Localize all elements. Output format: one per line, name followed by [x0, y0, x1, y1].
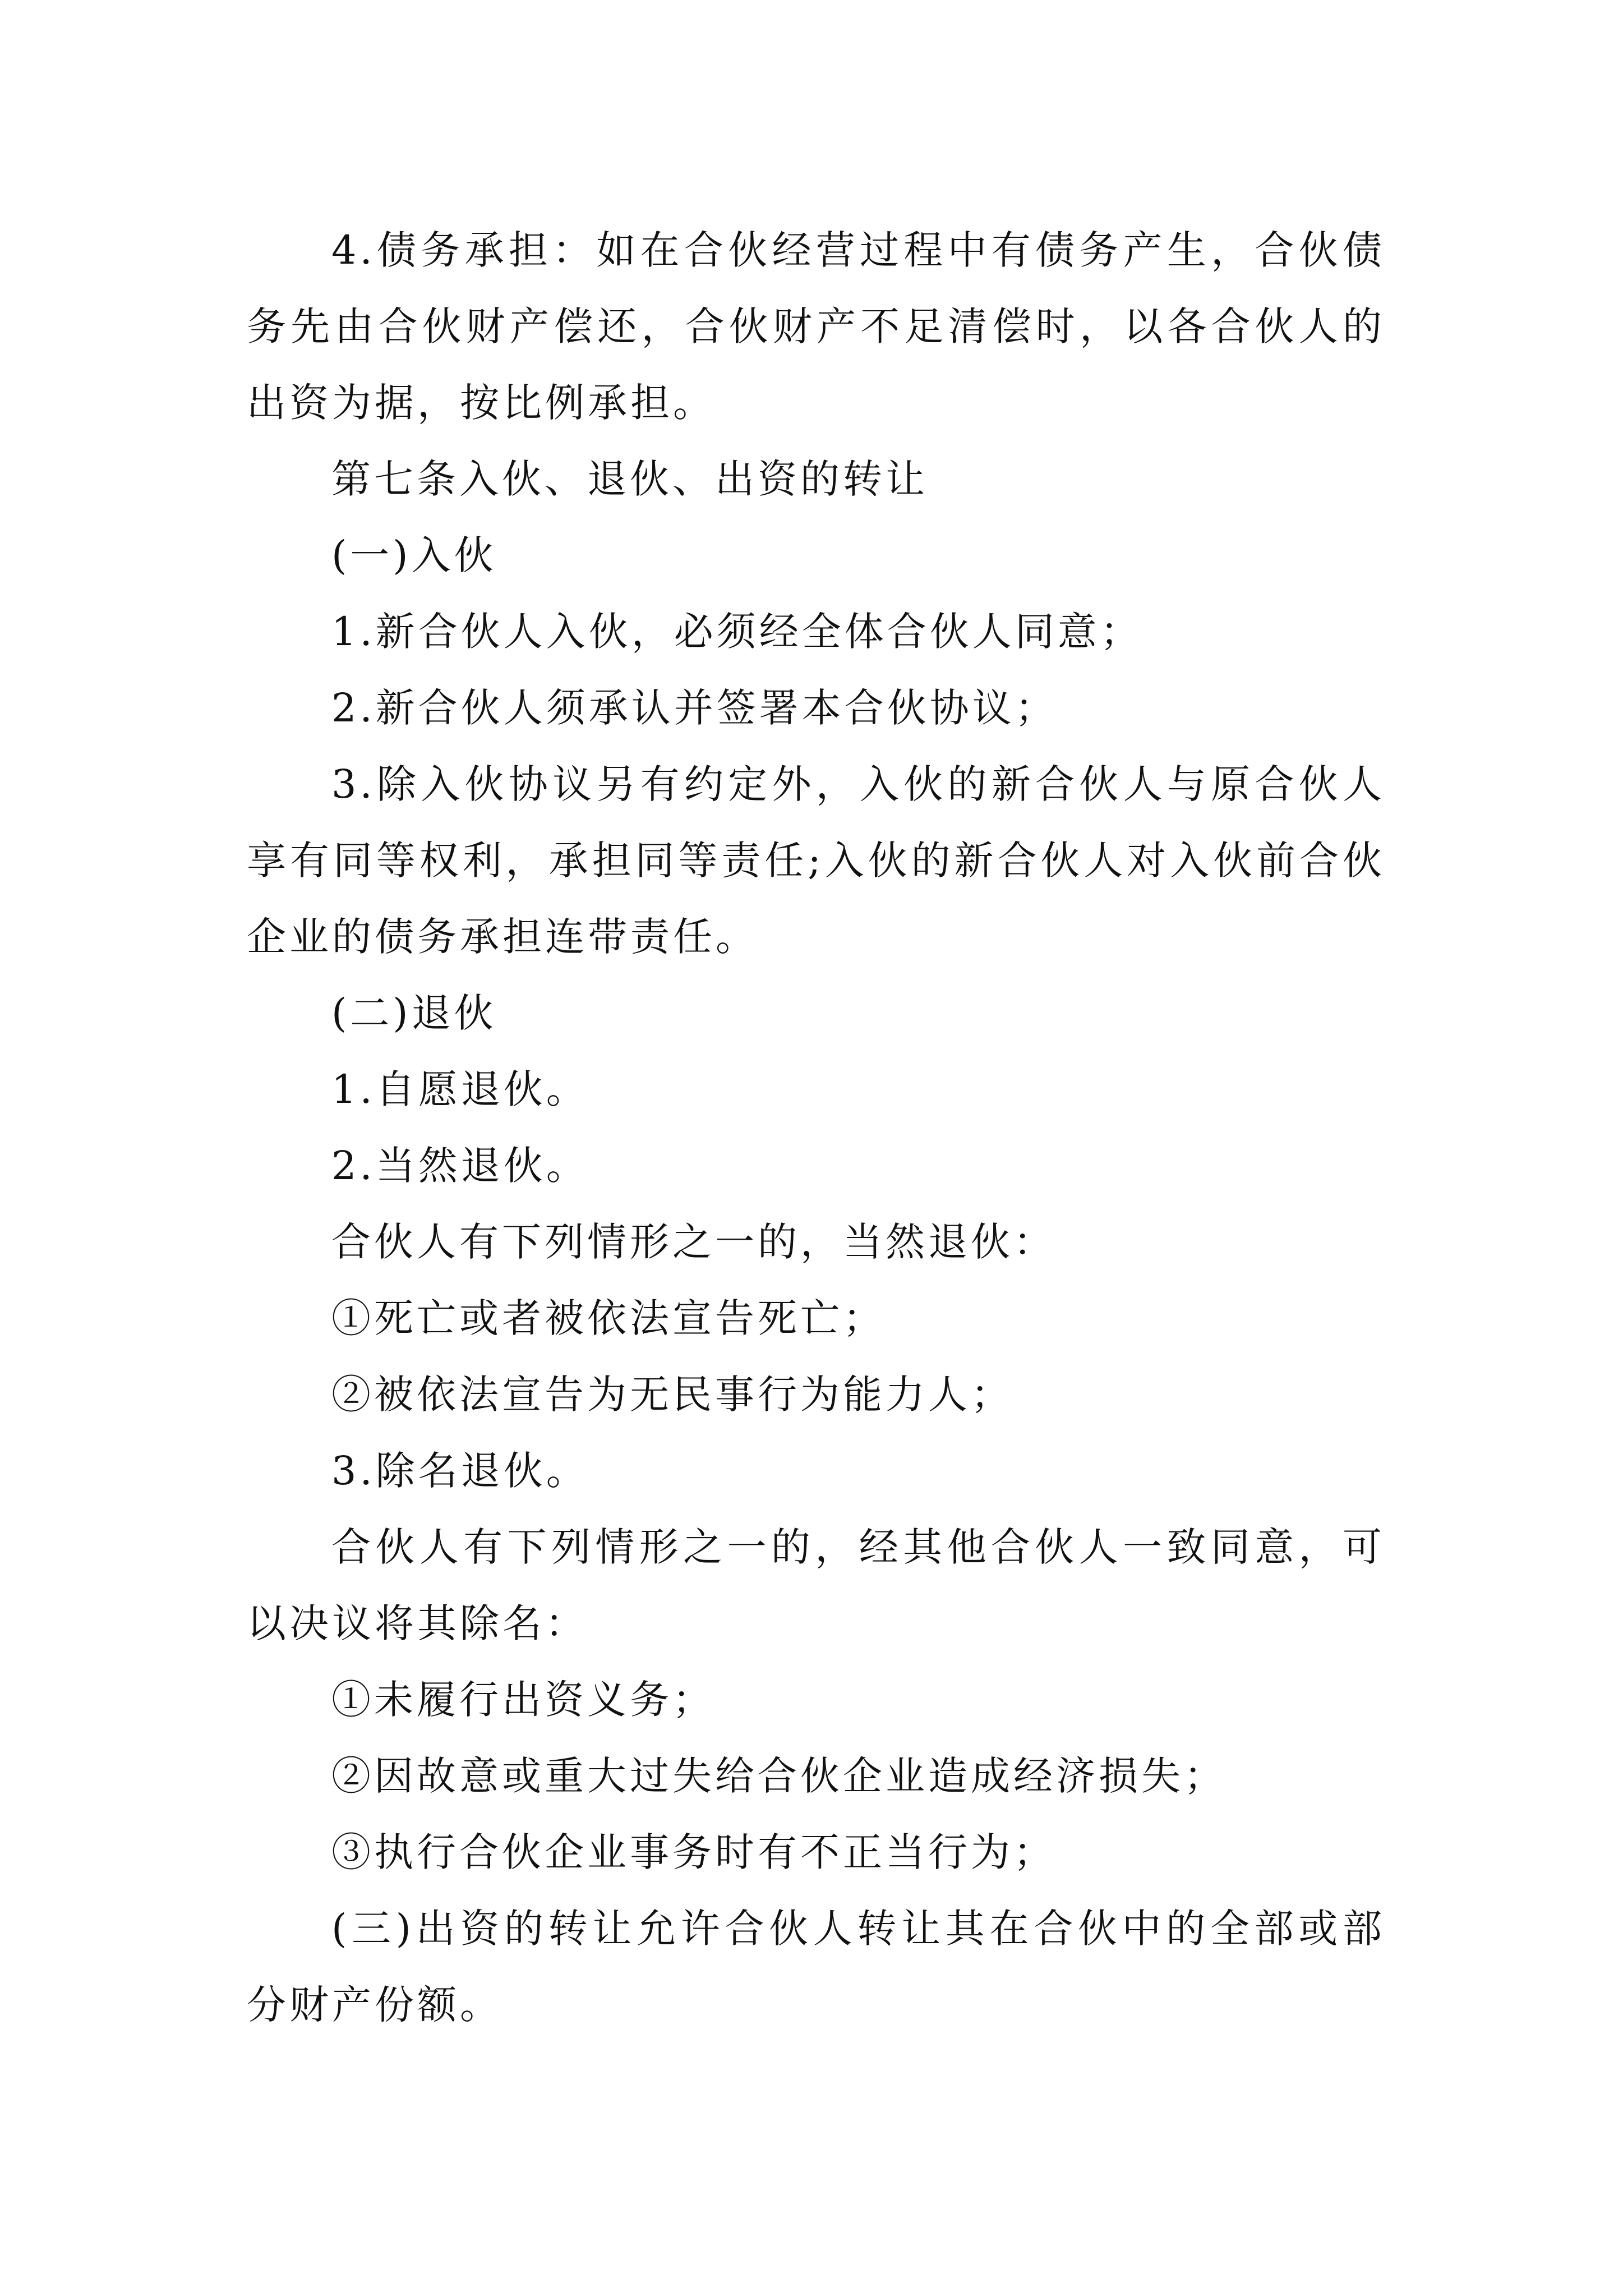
- automatic-withdrawal-case-1: ①死亡或者被依法宣告死亡；: [331, 1295, 886, 1341]
- expulsion-case-1: ①未履行出资义务；: [331, 1677, 715, 1723]
- section-joining-heading: (一)入伙: [331, 532, 497, 578]
- expulsion-case-2: ②因故意或重大过失给合伙企业造成经济损失；: [331, 1753, 1227, 1799]
- withdrawal-item-1: 1.自愿退伙。: [331, 1066, 589, 1112]
- expulsion-intro: 合伙人有下列情形之一的，经其他合伙人一致同意，可以决议将其除名：: [247, 1524, 1385, 1646]
- joining-item-1: 1.新合伙人入伙，必须经全体合伙人同意；: [331, 609, 1143, 655]
- section-withdrawal-heading: (二)退伙: [331, 990, 497, 1036]
- withdrawal-item-3: 3.除名退伙。: [331, 1448, 589, 1494]
- joining-item-3: 3.除入伙协议另有约定外，入伙的新合伙人与原合伙人享有同等权利，承担同等责任;入伙的新合伙人对入伙前合伙企业的债务承担连带责任。: [247, 761, 1385, 960]
- article-7-heading: 第七条入伙、退伙、出资的转让: [331, 456, 928, 502]
- automatic-withdrawal-case-2: ②被依法宣告为无民事行为能力人；: [331, 1372, 1013, 1418]
- joining-item-2: 2.新合伙人须承认并签署本合伙协议；: [331, 685, 1058, 731]
- document-body: [247, 212, 1385, 2043]
- automatic-withdrawal-intro: 合伙人有下列情形之一的，当然退伙：: [331, 1219, 1056, 1265]
- paragraph-debt-bearing: 4.债务承担：如在合伙经营过程中有债务产生，合伙债务先由合伙财产偿还，合伙财产不足清偿时，以各合伙人的出资为据，按比例承担。: [247, 227, 1385, 426]
- section-transfer-paragraph: (三)出资的转让允许合伙人转让其在合伙中的全部或部分财产份额。: [247, 1906, 1385, 2028]
- expulsion-case-3: ③执行合伙企业事务时有不正当行为；: [331, 1829, 1056, 1875]
- withdrawal-item-2: 2.当然退伙。: [331, 1143, 589, 1189]
